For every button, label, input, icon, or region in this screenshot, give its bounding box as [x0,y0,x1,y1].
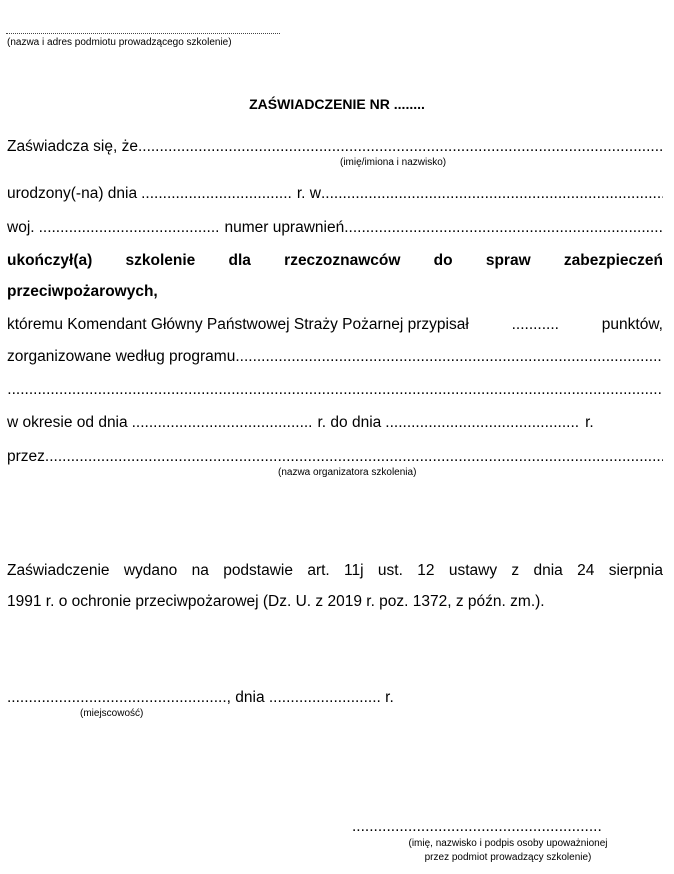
program-dots [235,348,663,366]
signature-dots: .......................................................... [352,818,602,835]
organizer-label: przez [7,448,45,465]
points-dots: ........... [511,316,559,333]
period-to-label: r. do dnia [317,414,382,431]
training-word: spraw [485,252,531,269]
signature-caption-line-1: (imię, nazwisko i podpis osoby upoważnionej [408,838,608,849]
birth-place-label: r. w [296,185,321,202]
training-completed-line [7,252,663,270]
organizer-dots [45,448,663,466]
place-date-line [7,689,394,707]
place-caption: (miejscowość) [80,708,144,719]
birth-place-dots [321,185,663,203]
legal-basis-line-2: 1991 r. o ochronie przeciwpożarowej (Dz. U. z 2019 r. poz. 1372, z późn. zm.). [7,593,545,610]
date-year-suffix: r. [385,689,394,706]
date-label: , dnia [226,689,265,706]
period-from-label: w okresie od dnia [7,414,128,431]
training-word: rzeczoznawców [284,252,401,269]
period-line [7,414,663,432]
certificate-title: ZAŚWIADCZENIE NR ........ [249,96,425,112]
program-continuation-dots [7,381,663,399]
date-dots: .......................... [268,689,381,706]
period-year-suffix: r. [585,414,594,431]
legal-basis-line-1: Zaświadczenie wydano na podstawie art. 11j ust. 12 ustawy z dnia 24 sierpnia [7,562,663,579]
voivodeship-line [7,219,663,237]
signature-caption-line-2: przez podmiot prowadzący szkolenie) [424,852,592,863]
training-word: zabezpieczeń [563,252,663,269]
organizer-line [7,448,663,466]
training-word: szkolenie [125,252,196,269]
place-dots: ................................................... [7,689,227,706]
period-to-dots: ............................................. [385,414,580,431]
program-continuation-line [7,381,663,399]
organization-caption: (nazwa i adres podmiotu prowadzącego szkolenie) [7,37,232,48]
training-word: do [433,252,453,269]
period-from-dots: .......................................... [131,414,313,431]
name-caption: (imię/imiona i nazwisko) [340,157,447,168]
program-label: zorganizowane według programu [7,348,236,365]
organization-dotted-line [6,33,280,34]
certified-label: Zaświadcza się, że [7,138,138,155]
fire-protection-text: przeciwpożarowych, [7,283,158,300]
training-word: dla [228,252,251,269]
program-line [7,348,663,366]
signature-caption [380,837,636,865]
certified-person-line [7,138,663,156]
training-word: ukończył(a) [7,252,93,269]
points-assigned-text: któremu Komendant Główny Państwowej Straży Pożarnej przypisał [7,316,469,333]
license-number-label: numer uprawnień [224,219,345,236]
voivodeship-dots: .......................................... [38,219,220,236]
birth-line [7,185,663,203]
points-line [7,316,663,334]
license-number-dots [344,219,663,237]
voivodeship-label: woj. [7,219,35,236]
organizer-caption: (nazwa organizatora szkolenia) [278,467,417,478]
born-label: urodzony(-na) dnia [7,185,138,202]
name-fill-dots [138,138,663,156]
points-label: punktów, [601,316,663,333]
birth-date-dots: ................................... [141,185,292,202]
